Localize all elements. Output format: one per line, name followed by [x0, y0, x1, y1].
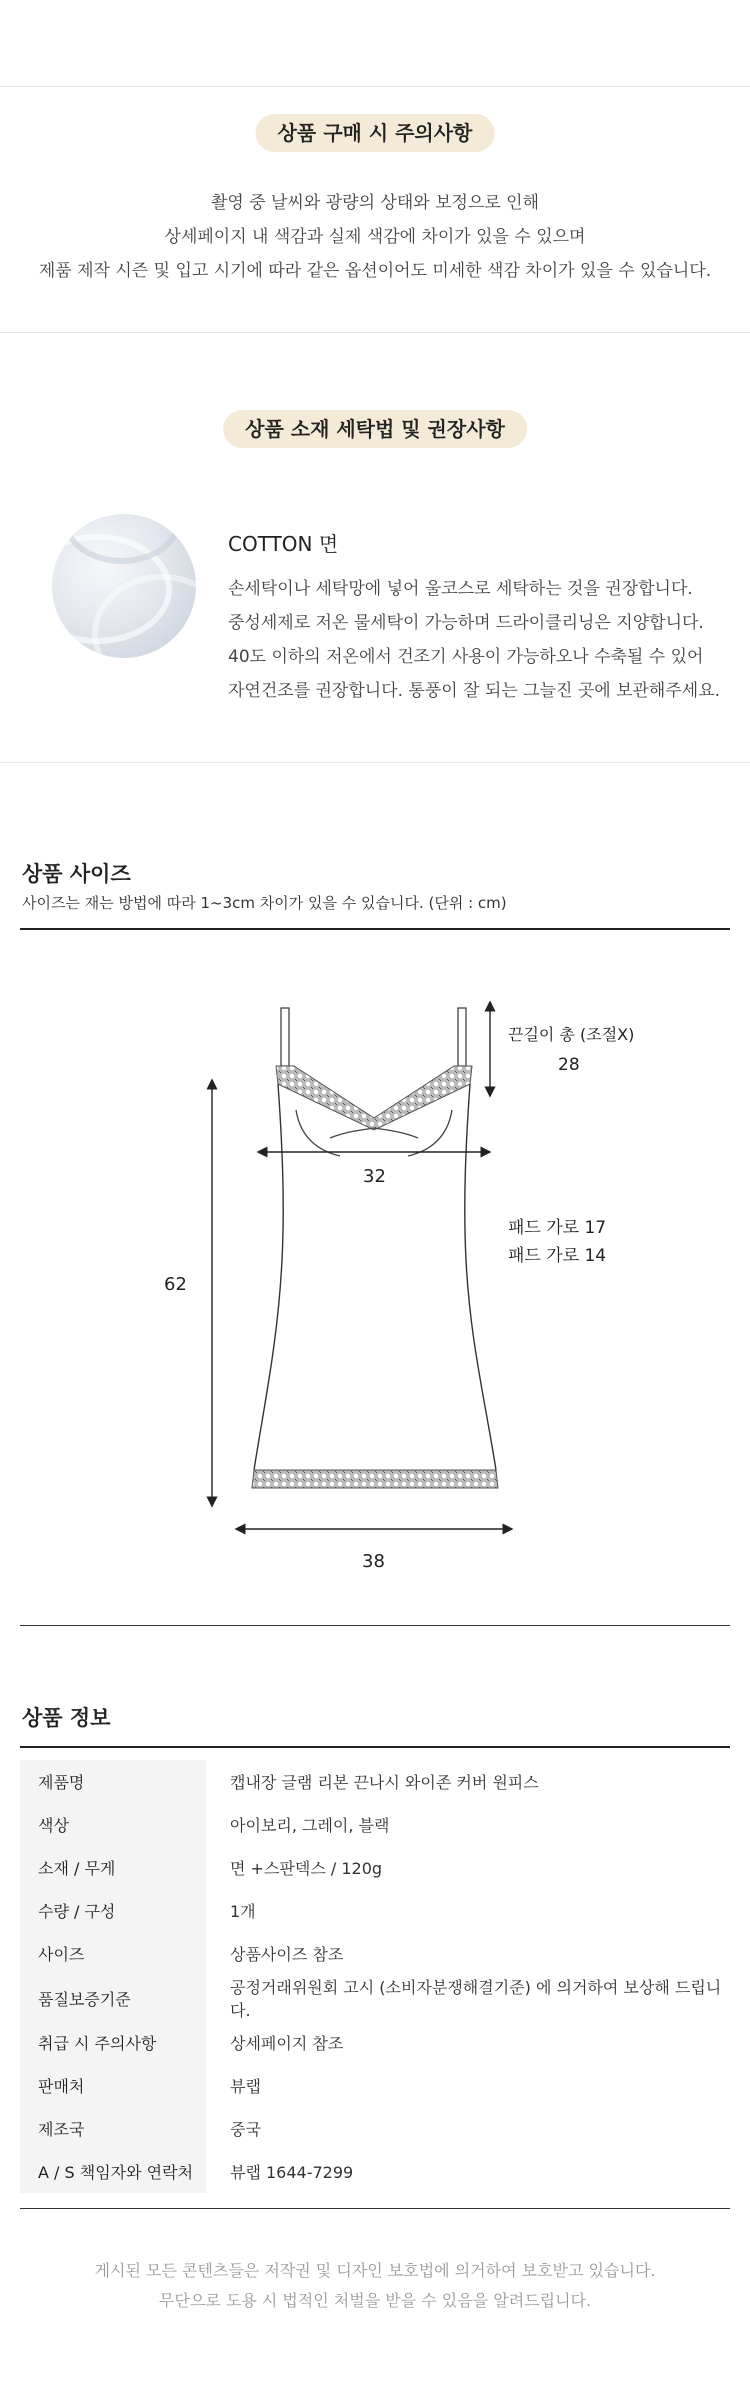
care-line: 중성세제로 저온 물세탁이 가능하며 드라이클리닝은 지양합니다. [228, 613, 704, 633]
copyright-notice [0, 2256, 750, 2316]
info-key: 품질보증기준 [20, 1975, 206, 2021]
info-key: 제품명 [20, 1760, 206, 1803]
info-value: 상세페이지 참조 [230, 2034, 344, 2053]
material-name: COTTON 면 [228, 532, 339, 556]
table-row [20, 2107, 730, 2150]
dress-diagram-svg [0, 960, 750, 1600]
strap-length-value: 28 [558, 1055, 580, 1075]
top-divider [0, 86, 750, 87]
total-length-value: 62 [164, 1274, 187, 1295]
neckline-lace [276, 1066, 472, 1130]
right-cup [408, 1110, 452, 1156]
table-row [20, 1803, 730, 1846]
info-value: 뷰랩 [230, 2077, 261, 2096]
info-value: 면 +스판덱스 / 120g [230, 1859, 383, 1878]
table-row [20, 2064, 730, 2107]
care-title: 상품 소재 세탁법 및 권장사항 [223, 410, 527, 448]
notice-title: 상품 구매 시 주의사항 [256, 114, 495, 152]
info-key: 색상 [20, 1803, 206, 1846]
info-key: 사이즈 [20, 1932, 206, 1975]
notice-line: 상세페이지 내 색감과 실제 색감에 차이가 있을 수 있으며 [164, 227, 586, 247]
footer-line: 무단으로 도용 시 법적인 처벌을 받을 수 있음을 알려드립니다. [158, 2291, 592, 2310]
notice-line: 촬영 중 날씨와 광량의 상태와 보정으로 인해 [210, 193, 540, 213]
info-header-rule [20, 1746, 730, 1748]
hem-lace [252, 1470, 498, 1488]
left-cup [296, 1110, 340, 1156]
size-diagram [0, 960, 750, 1600]
table-row [20, 1889, 730, 1932]
info-value: 공정거래위원회 고시 (소비자분쟁해결기준) 에 의거하여 보상해 드립니다. [230, 1978, 722, 2020]
info-key: 제조국 [20, 2107, 206, 2150]
left-strap [281, 1008, 289, 1066]
dress-left-side [254, 1084, 283, 1470]
info-key: 취급 시 주의사항 [20, 2021, 206, 2064]
strap-length-label: 끈길이 총 (조절X) [508, 1025, 635, 1044]
table-row [20, 2021, 730, 2064]
footer-line: 게시된 모든 콘텐츠들은 저작권 및 디자인 보호법에 의거하여 보호받고 있습니다. [94, 2261, 656, 2280]
info-value: 캡내장 글램 리본 끈나시 와이존 커버 원피스 [230, 1773, 539, 1792]
info-bottom-rule [20, 2208, 730, 2209]
info-value: 중국 [230, 2120, 261, 2139]
dress-right-side [465, 1084, 496, 1470]
info-value: 1개 [230, 1902, 256, 1921]
notice-line: 제품 제작 시즌 및 입고 시기에 따라 같은 옵션이어도 미세한 색감 차이가 있을 수 있습니다. [38, 261, 712, 281]
table-row [20, 1846, 730, 1889]
cotton-fabric-image [52, 514, 196, 658]
notice-text [0, 186, 750, 288]
info-title: 상품 정보 [22, 1706, 111, 1730]
care-line: 손세탁이나 세탁망에 넣어 울코스로 세탁하는 것을 권장합니다. [228, 579, 693, 599]
info-value: 아이보리, 그레이, 블랙 [230, 1816, 390, 1835]
size-header-rule [20, 928, 730, 930]
size-subtitle: 사이즈는 재는 방법에 따라 1~3cm 차이가 있을 수 있습니다. (단위 : cm) [22, 894, 507, 912]
size-bottom-rule [20, 1625, 730, 1626]
section-divider [0, 332, 750, 333]
info-value: 뷰랩 1644-7299 [230, 2163, 354, 2182]
size-title: 상품 사이즈 [22, 862, 131, 886]
left-cup-inner [330, 1128, 374, 1138]
info-value: 상품사이즈 참조 [230, 1945, 344, 1964]
right-cup-inner [374, 1128, 418, 1138]
info-key: 소재 / 무게 [20, 1846, 206, 1889]
care-text [228, 572, 720, 708]
hem-width-value: 38 [362, 1551, 385, 1572]
info-key: 판매처 [20, 2064, 206, 2107]
care-line: 40도 이하의 저온에서 건조기 사용이 가능하오나 수축될 수 있어 [228, 647, 704, 667]
info-key: A / S 책임자와 연락처 [20, 2150, 206, 2193]
section-divider [0, 762, 750, 763]
right-strap [458, 1008, 466, 1066]
pad-width-label-2: 패드 가로 14 [508, 1246, 607, 1266]
pad-width-label-1: 패드 가로 17 [508, 1218, 607, 1238]
table-row [20, 2150, 730, 2193]
table-row [20, 1760, 730, 1803]
product-info-table [20, 1760, 730, 2193]
info-key: 수량 / 구성 [20, 1889, 206, 1932]
table-row [20, 1932, 730, 1975]
chest-width-value: 32 [363, 1166, 386, 1187]
table-row [20, 1975, 730, 2021]
care-line: 자연건조를 권장합니다. 통풍이 잘 되는 그늘진 곳에 보관해주세요. [228, 681, 721, 701]
